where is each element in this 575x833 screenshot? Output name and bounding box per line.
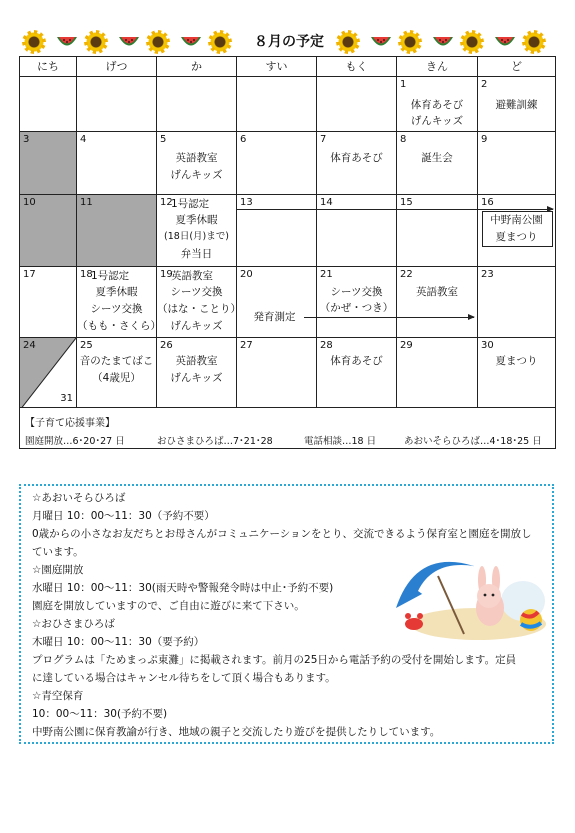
day-number: 28 (320, 340, 333, 351)
event-text: げんキッズ (410, 115, 464, 127)
day-number: 27 (240, 340, 253, 351)
calendar-cell-23 (478, 267, 555, 338)
calendar-cell-7 (317, 132, 397, 195)
sunflower-icon (522, 30, 546, 54)
event-text: 避難訓練 (495, 99, 538, 111)
calendar-cell-10 (20, 195, 77, 267)
support-item: 園庭開放…6･20･27 日 (25, 436, 125, 447)
calendar-cell-21 (317, 267, 397, 338)
day-number: 16 (481, 197, 494, 208)
sunflower-icon (208, 30, 232, 54)
support-item: あおいそらひろば…4･18･25 日 (404, 436, 542, 447)
weekday-header: もく (317, 57, 397, 77)
calendar-cell-9 (478, 132, 555, 195)
sunflower-icon (84, 30, 108, 54)
weekday-header: げつ (77, 57, 157, 77)
event-text: 英語教室 (175, 355, 218, 367)
event-text: 誕生会 (421, 152, 453, 164)
calendar-cell-4 (77, 132, 157, 195)
day-number: 21 (320, 269, 333, 280)
info-text: 園庭を開放していますので、ご自由に遊びに来て下さい。 (32, 600, 305, 612)
event-text: 体育あそび (410, 99, 464, 111)
calendar-cell-1 (397, 77, 478, 132)
calendar-cell-empty (20, 77, 77, 132)
calendar-cell-27 (237, 338, 317, 408)
calendar-cell-5 (157, 132, 237, 195)
day-number: 2 (481, 79, 488, 90)
day-number: 29 (400, 340, 413, 351)
day-number: 4 (80, 134, 87, 145)
day-number: 31 (60, 393, 73, 404)
day-number: 6 (240, 134, 247, 145)
day-number: 25 (80, 340, 93, 351)
sunflower-icon (336, 30, 360, 54)
info-text: ています。 (32, 546, 84, 558)
event-text: 弁当日 (180, 248, 213, 260)
sunflower-icon (146, 30, 170, 54)
day-number: 8 (400, 134, 407, 145)
info-heading: ☆園庭開放 (32, 564, 84, 576)
weekday-header: きん (397, 57, 478, 77)
info-text: 10：00～11：30(予約不要) (32, 708, 168, 720)
event-text: 1号認定 (171, 198, 210, 210)
day-number: 15 (400, 197, 413, 208)
event-text: シーツ交換 (330, 286, 383, 298)
calendar-cell-6 (237, 132, 317, 195)
event-text: 体育あそび (330, 152, 383, 164)
info-text: 水曜日 10：00～11：30(雨天時や警報発令時は中止･予約不要) (32, 582, 334, 594)
calendar-cell-8 (397, 132, 478, 195)
event-text: 夏季休暇 (95, 286, 138, 298)
day-number: 13 (240, 197, 253, 208)
measurement-arrow (304, 317, 474, 318)
sunflower-icon (398, 30, 422, 54)
calendar-cell-29 (397, 338, 478, 408)
day-number: 12 (160, 197, 173, 208)
calendar-cell-24-31 (20, 338, 77, 408)
day-number: 9 (481, 134, 488, 145)
support-item: 電話相談…18 日 (304, 436, 377, 447)
watermelon-icon (180, 36, 202, 50)
info-text: 0歳からの小さなお友だちとお母さんがコミュニケーションをとり、交流できるよう保育室と園庭を開放し (32, 528, 532, 540)
day-number: 14 (320, 197, 333, 208)
calendar-cell-20 (237, 267, 317, 338)
event-text: 1号認定 (91, 270, 130, 282)
calendar-cell-30 (478, 338, 555, 408)
event-text: シーツ交換 (170, 286, 223, 298)
day-number: 20 (240, 269, 253, 280)
info-text: 中野南公園に保育教諭が行き、地域の親子と交流したり遊びを提供したりしています。 (32, 726, 441, 738)
event-text: （4歳児） (92, 372, 141, 384)
sunflower-icon (22, 30, 46, 54)
day-number: 26 (160, 340, 173, 351)
day-number: 7 (320, 134, 327, 145)
event-text: 英語教室 (171, 270, 213, 282)
calendar-cell-16 (478, 195, 555, 267)
calendar-cell-19 (157, 267, 241, 338)
event-text: シーツ交換 (90, 303, 143, 315)
event-text: 音のたまてばこ (79, 355, 154, 367)
event-text: 夏まつり (495, 231, 538, 243)
event-text: 夏まつり (495, 355, 538, 367)
day-number: 17 (23, 269, 36, 280)
beach-illustration (378, 546, 548, 646)
sunflower-icon (460, 30, 484, 54)
event-text: 夏季休暇 (175, 214, 218, 226)
calendar-cell-empty (157, 77, 237, 132)
watermelon-icon (494, 36, 516, 50)
day-number: 30 (481, 340, 494, 351)
info-text: 木曜日 10：00～11：30（要予約） (32, 636, 205, 648)
calendar-cell-empty (317, 77, 397, 132)
calendar-cell-15 (397, 195, 478, 267)
event-text: げんキッズ (170, 372, 223, 384)
info-heading: ☆青空保育 (32, 690, 84, 702)
support-item: おひさまひろば…7･21･28 (157, 436, 273, 447)
event-text: （もも・さくら） (77, 320, 161, 332)
weekday-header: か (157, 57, 237, 77)
calendar (19, 56, 556, 449)
event-text: （かぜ・つき） (319, 302, 394, 314)
event-text: 英語教室 (416, 286, 458, 298)
day-number: 24 (23, 340, 36, 351)
event-text: 発育測定 (253, 311, 296, 323)
support-title: 【子育て応援事業】 (25, 418, 115, 429)
calendar-cell-28 (317, 338, 397, 408)
watermelon-icon (432, 36, 454, 50)
day-number: 19 (160, 269, 173, 280)
day-number: 10 (23, 197, 36, 208)
title-banner (14, 30, 554, 54)
calendar-cell-3 (20, 132, 77, 195)
weekday-header: すい (237, 57, 317, 77)
event-text: 体育あそび (330, 355, 383, 367)
day-number: 11 (80, 197, 93, 208)
day-number: 22 (400, 269, 413, 280)
event-text: （はな・ことり） (157, 303, 241, 315)
day-number: 5 (160, 134, 167, 145)
calendar-cell-25 (77, 338, 157, 408)
calendar-cell-2 (478, 77, 555, 132)
calendar-cell-12 (157, 195, 237, 267)
calendar-cell-empty (77, 77, 157, 132)
event-text: げんキッズ (170, 169, 223, 181)
event-text: げんキッズ (170, 320, 223, 332)
info-text: 月曜日 10：00～11：30（予約不要） (32, 510, 215, 522)
calendar-cell-22 (397, 267, 478, 338)
weekday-header: ど (478, 57, 555, 77)
day-number: 3 (23, 134, 30, 145)
event-text: 英語教室 (175, 152, 218, 164)
info-heading: ☆おひさまひろば (32, 618, 115, 630)
calendar-cell-18 (77, 267, 161, 338)
watermelon-icon (56, 36, 78, 50)
info-box (19, 484, 554, 744)
calendar-cell-11 (77, 195, 157, 267)
calendar-cell-17 (20, 267, 77, 338)
weekday-header: にち (20, 57, 77, 77)
info-heading: ☆あおいそらひろば (32, 492, 126, 504)
info-text: に達している場合はキャンセル待ちをして頂く場合もあります。 (32, 672, 336, 684)
day-number: 18 (80, 269, 93, 280)
calendar-cell-26 (157, 338, 237, 408)
calendar-cell-14 (317, 195, 397, 267)
summer-break-arrow (237, 209, 553, 210)
info-text: プログラムは「ためまっぷ東灘」に掲載されます。前月の25日から電話予約の受付を開始します。定員 (32, 654, 517, 666)
calendar-cell-empty (237, 77, 317, 132)
watermelon-icon (370, 36, 392, 50)
day-number: 1 (400, 79, 407, 90)
page-title: ８月の予定 (254, 34, 324, 50)
support-programs (20, 408, 555, 448)
calendar-cell-13 (237, 195, 317, 267)
watermelon-icon (118, 36, 140, 50)
day-number: 23 (481, 269, 494, 280)
event-text: 中野南公園 (490, 214, 543, 226)
event-note: (18日(月)まで) (164, 231, 229, 242)
